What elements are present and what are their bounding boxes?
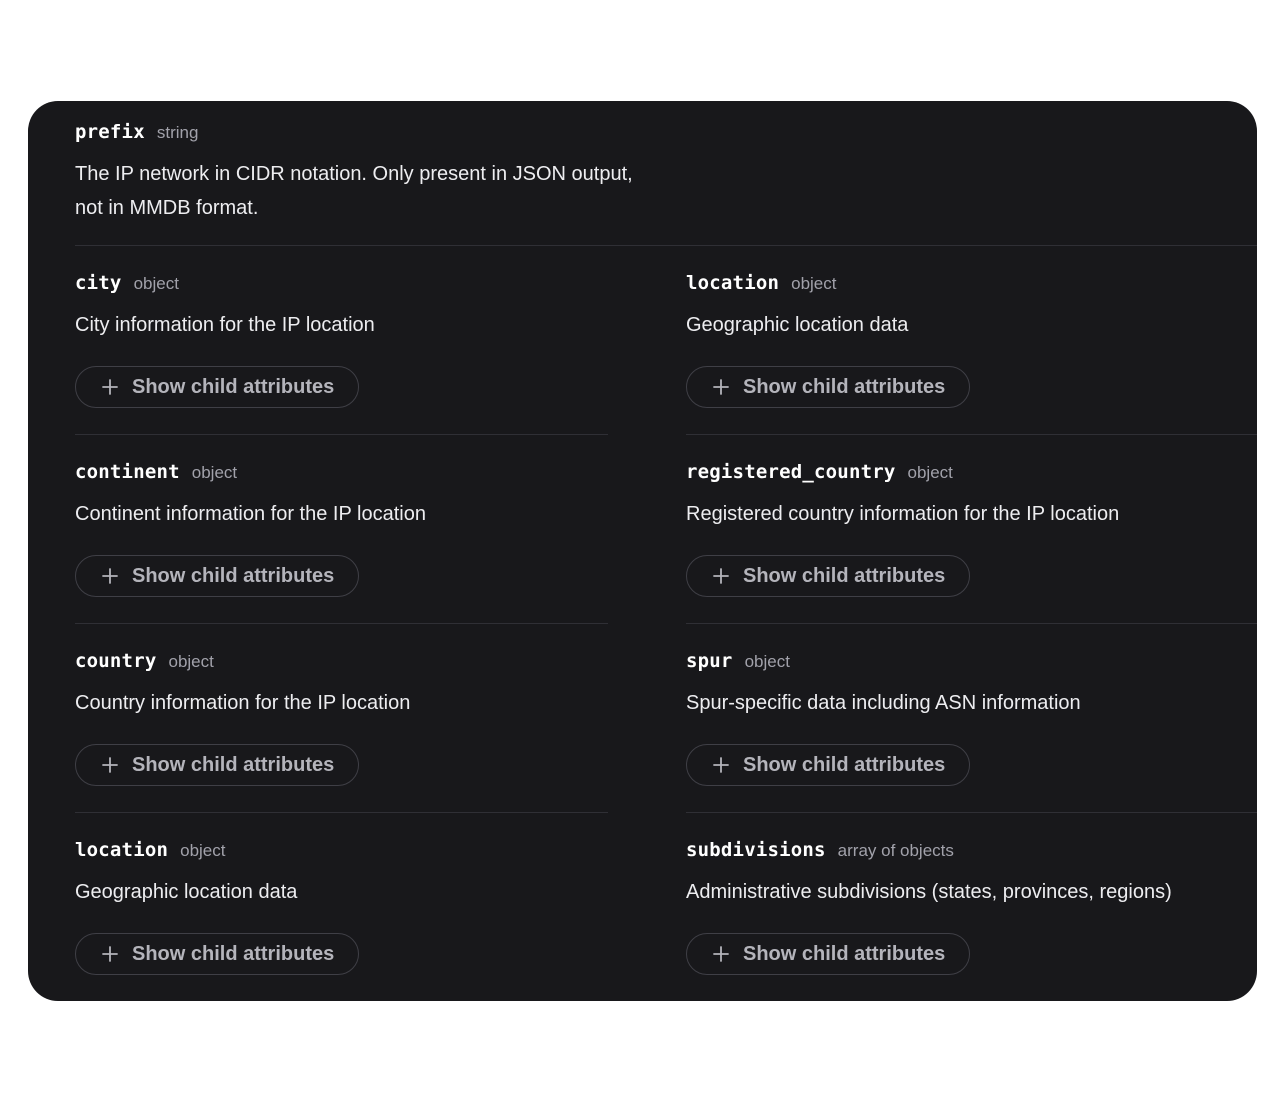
show-child-attributes-button-city[interactable] (75, 366, 359, 408)
plus-icon (713, 757, 729, 773)
attribute-header (75, 272, 615, 300)
attribute-city (75, 272, 615, 342)
attribute-type: object (180, 841, 226, 860)
attribute-description: Continent information for the IP location (75, 503, 426, 525)
divider (75, 812, 608, 813)
plus-icon (713, 379, 729, 395)
divider (686, 812, 1257, 813)
button-label: Show child attributes (743, 753, 946, 776)
attribute-prefix (75, 121, 635, 225)
attribute-name: continent (75, 461, 180, 483)
attribute-description: Country information for the IP location (75, 692, 411, 714)
attribute-type: object (133, 274, 179, 293)
show-child-attributes-button-continent[interactable] (75, 555, 359, 597)
attribute-type: object (191, 463, 238, 482)
attribute-name: location (75, 839, 169, 861)
attribute-description: The IP network in CIDR notation. Only present in JSON output, not in MMDB format. (75, 163, 633, 219)
button-label: Show child attributes (132, 375, 335, 398)
attribute-country (75, 650, 615, 720)
attribute-description: Geographic location data (75, 881, 298, 903)
attribute-name: registered_country (686, 461, 896, 483)
attribute-header (75, 650, 615, 678)
attribute-header (75, 461, 615, 489)
button-label: Show child attributes (743, 564, 946, 587)
attribute-description: Geographic location data (686, 314, 909, 336)
attribute-continent (75, 461, 615, 531)
plus-icon (102, 568, 118, 584)
attribute-type: object (168, 652, 214, 671)
divider (75, 623, 608, 624)
attribute-description: Registered country information for the IP location (686, 503, 1120, 525)
attribute-header (686, 272, 1246, 300)
attribute-name: subdivisions (686, 839, 826, 861)
show-child-attributes-button-spur[interactable] (686, 744, 970, 786)
attribute-name: prefix (75, 121, 145, 143)
attribute-header (75, 839, 615, 867)
show-child-attributes-button-location[interactable] (75, 933, 359, 975)
attribute-type: object (791, 274, 837, 293)
attribute-location (686, 272, 1246, 342)
plus-icon (713, 946, 729, 962)
attribute-registered-country (686, 461, 1246, 531)
button-label: Show child attributes (743, 942, 946, 965)
divider (75, 434, 608, 435)
plus-icon (102, 757, 118, 773)
button-label: Show child attributes (132, 564, 335, 587)
divider (686, 623, 1257, 624)
attribute-subdivisions (686, 839, 1251, 909)
attribute-type: object (744, 652, 790, 671)
divider (686, 434, 1257, 435)
divider (75, 245, 1257, 246)
attribute-spur (686, 650, 1246, 720)
attribute-name: country (75, 650, 157, 672)
attribute-description: Spur-specific data including ASN information (686, 692, 1081, 714)
button-label: Show child attributes (743, 375, 946, 398)
plus-icon (102, 379, 118, 395)
attribute-name: location (686, 272, 780, 294)
attribute-name: spur (686, 650, 733, 672)
attribute-type: object (907, 463, 953, 482)
attribute-description: Administrative subdivisions (states, provinces, regions) (686, 881, 1172, 903)
attribute-header (686, 650, 1246, 678)
attribute-header (686, 461, 1246, 489)
attribute-location (75, 839, 615, 909)
attribute-type: string (156, 123, 199, 142)
attribute-description: City information for the IP location (75, 314, 375, 336)
button-label: Show child attributes (132, 753, 335, 776)
attribute-type: array of objects (837, 841, 954, 860)
attributes-panel (28, 101, 1257, 1001)
show-child-attributes-button-registered-country[interactable] (686, 555, 970, 597)
button-label: Show child attributes (132, 942, 335, 965)
attribute-name: city (75, 272, 122, 294)
show-child-attributes-button-country[interactable] (75, 744, 359, 786)
show-child-attributes-button-subdivisions[interactable] (686, 933, 970, 975)
plus-icon (713, 568, 729, 584)
attribute-header (686, 839, 1251, 867)
attribute-header (75, 121, 635, 149)
plus-icon (102, 946, 118, 962)
show-child-attributes-button-location-right[interactable] (686, 366, 970, 408)
